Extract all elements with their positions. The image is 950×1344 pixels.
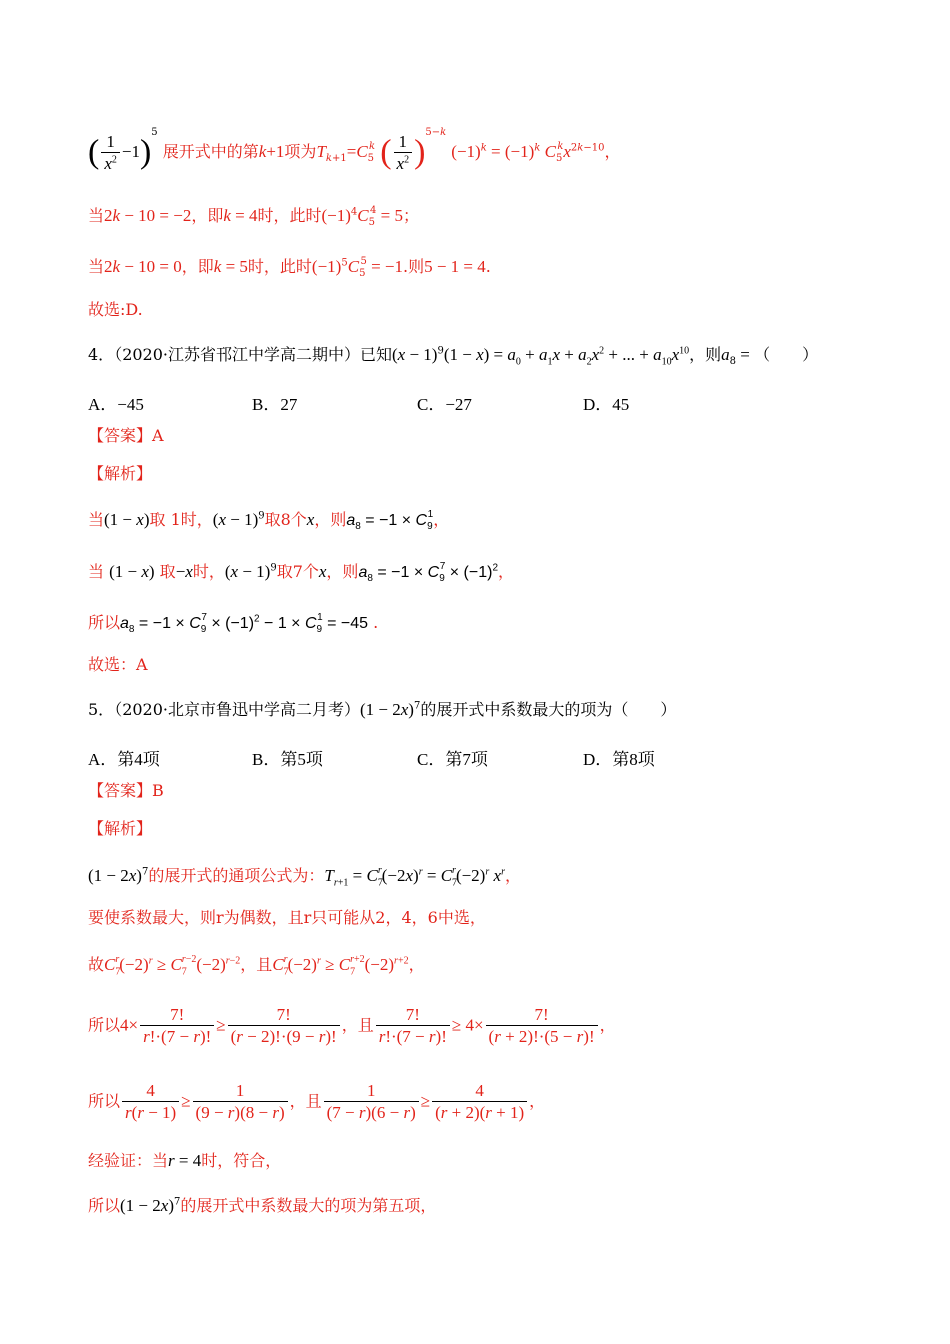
q4-option-a: A．−45 — [88, 395, 144, 414]
q4-analysis-line-3: 所以$a_8 = -1 \times C_9^7 \times (-1)^2 - 1 \times C_9^1 = -45$ . — [88, 612, 379, 636]
prev-answer: 故选:D. — [88, 300, 143, 319]
case-line-1: 当2k − 10 = −2，即k = 4时，此时$(-1)^4C_5^4 = 5$； — [88, 205, 419, 229]
q5-answer: 【答案】B — [88, 781, 164, 800]
case-line-2: 当2k − 10 = 0，即k = 5时，此时$(-1)^5C_5^5 = -1$.则5 − 1 = 4. — [88, 256, 491, 280]
q5-analysis: 【解析】 — [88, 819, 153, 838]
q4-choose: 故选：A — [88, 655, 148, 674]
q5-analysis-line-1: $(1 - 2x)^7$的展开式的通项公式为：$T_{r+1} = C_7^r(-2x)^r = C_7^r(-2)^r$ $x^r$， — [88, 865, 521, 889]
q4-option-b: B．27 — [252, 395, 298, 414]
question-5-stem: 5．（2020·北京市鲁迅中学高二月考）$(1 - 2x)^7$的展开式中系数最大的项为（ ） — [88, 700, 677, 719]
q5-option-c: C．第7项 — [417, 750, 488, 769]
q4-analysis-line-1: 当(1 − x)取 1时，$(x - 1)^9$取8个x，则$a_8 = -1 \times C_9^1$， — [88, 509, 450, 533]
q4-option-d: D．45 — [583, 395, 630, 414]
q4-analysis-line-2: 当 (1 − x) 取−x时，$(x - 1)^9$取7个x，则$a_8 = -1 \times C_9^7 \times (-1)^2$， — [88, 561, 515, 585]
q4-answer: 【答案】A — [88, 426, 164, 445]
q5-analysis-line-5: 所以 $\frac{4}{r(r - 1)}$ ≥ $\frac{1}{(9 - r)(8 - r)}$ ，且 $\frac{1}{(7 - r)(6 - r)}$ ≥ $\frac{4}{(r + 2)(r + 1)}$ ， — [88, 1081, 546, 1123]
q5-option-b: B．第5项 — [252, 750, 323, 769]
expansion-general-term: ( $\frac{1}{x^2}$ −1)$^5$ 展开式中的第k+1项为$T_{k+1}=C_5^k$ ( $\frac{1}{x^2}$ )$^{5-k}$ $(-1)^k = (-1)^k$ $C_5^kx^{2k-10}$， — [88, 127, 621, 173]
q5-analysis-line-6: 经验证：当r = 4时，符合， — [88, 1151, 282, 1170]
q5-option-a: A．第4项 — [88, 750, 160, 769]
question-4-stem: 4．（2020·江苏省邗江中学高二期中）已知$(x - 1)^9(1 - x) = a_0 + a_1x + a_2x^2$ + ... + $a_{10}x^{10}$，则$a_8$ = （ ） — [88, 345, 819, 368]
q4-option-c: C．−27 — [417, 395, 472, 414]
line1-text: 展开式中的第 — [162, 142, 259, 161]
q5-option-d: D．第8项 — [583, 750, 655, 769]
q5-analysis-line-2: 要使系数最大，则r为偶数，且r只可能从2，4，6中选， — [88, 908, 486, 927]
q5-analysis-line-4: 所以4× $\frac{7!}{r!\cdot(7 - r)!}$ ≥ $\frac{7!}{(r - 2)!\cdot(9 - r)!}$ ，且 $\frac{7!}{r!\cdot(7 - r)!}$ ≥ 4× $\frac{7!}{(r + 2)!\cdot(5 - r)!}$ ， — [88, 1005, 616, 1047]
q5-analysis-line-7: 所以$(1 - 2x)^7$的展开式中系数最大的项为第五项， — [88, 1196, 437, 1215]
line1-text2: 项为 — [284, 142, 317, 161]
q4-analysis: 【解析】 — [88, 464, 153, 483]
fraction-1-over-x2-b: $\frac{1}{x^2}$ — [394, 131, 413, 175]
q5-analysis-line-3: 故$C_7^r(-2)^r \ge C_7^{r-2}(-2)^{r-2}$，且$C_7^r(-2)^r \ge C_7^{r+2}(-2)^{r+2}$， — [88, 954, 425, 978]
fraction-1-over-x2: $\frac{1}{x^2}$ — [101, 131, 120, 175]
